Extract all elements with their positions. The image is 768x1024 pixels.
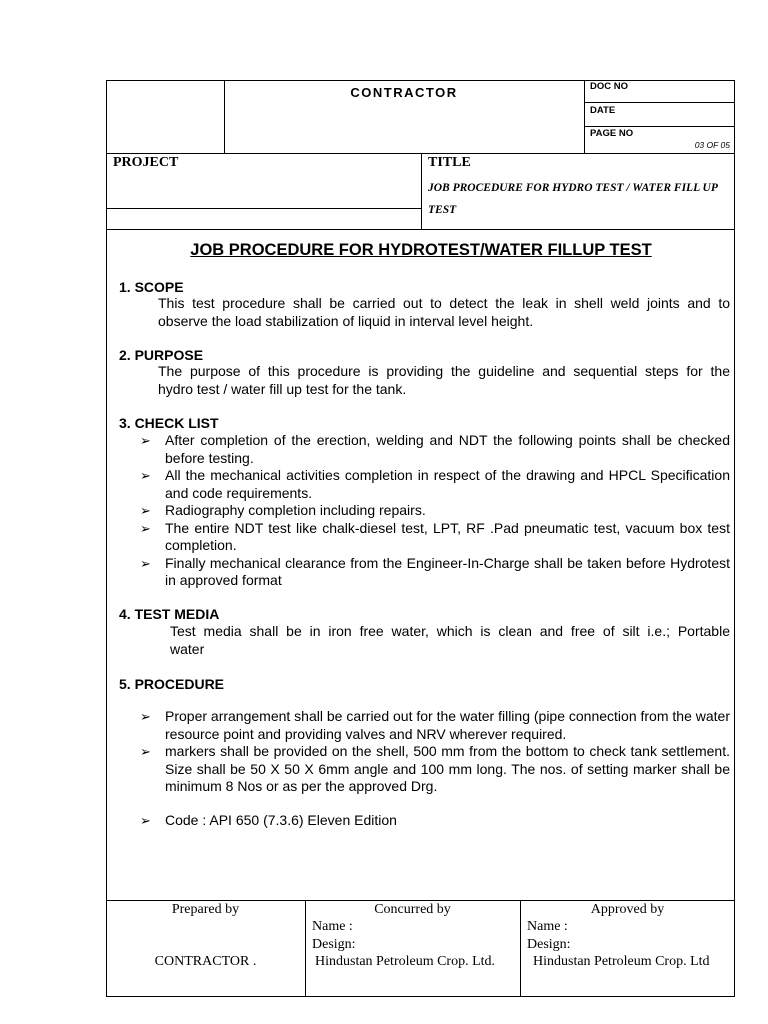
scope-line-1: This test procedure shall be carried out to detect the leak in shell weld joints and to xyxy=(158,295,730,311)
concurred-design-label: Design: xyxy=(312,937,356,952)
header-rule-1 xyxy=(584,102,735,103)
page-no-label: PAGE NO xyxy=(590,128,634,139)
checklist-item-text: The entire NDT test like chalk-diesel test, LPT, RF .Pad pneumatic test, vacuum box test completion. xyxy=(165,519,730,553)
approved-org: Hindustan Petroleum Crop. Ltd xyxy=(533,954,710,969)
title-label: TITLE xyxy=(428,155,471,170)
approved-design-label: Design: xyxy=(527,937,571,952)
concurred-by-heading: Concurred by xyxy=(374,902,451,917)
date-label: DATE xyxy=(590,105,616,116)
list-item xyxy=(140,467,730,502)
scope-text xyxy=(158,295,730,330)
arrow-bullet-icon: ➢ xyxy=(140,555,151,571)
contractor-heading: CONTRACTOR xyxy=(350,85,458,100)
purpose-line-2: hydro test / water fill up test for the tank. xyxy=(158,380,407,397)
prepared-by-heading: Prepared by xyxy=(171,902,240,917)
page-no-value: 03 OF 05 xyxy=(694,140,730,150)
test-media-line-2: water xyxy=(170,640,205,657)
list-item xyxy=(140,555,730,590)
checklist-item-text: Finally mechanical clearance from the Engineer-In-Charge shall be taken before Hydrotest in approved format xyxy=(165,554,730,588)
header-divider-right xyxy=(584,80,585,153)
arrow-bullet-icon: ➢ xyxy=(140,468,151,483)
test-media-text xyxy=(170,623,730,658)
header-rule-2 xyxy=(584,126,735,127)
checklist-heading: 3. CHECK LIST xyxy=(119,415,219,431)
prepared-by-org: CONTRACTOR . xyxy=(154,954,257,969)
purpose-text xyxy=(158,363,730,398)
scope-heading: 1. SCOPE xyxy=(119,279,184,295)
purpose-heading: 2. PURPOSE xyxy=(119,347,204,363)
project-label: PROJECT xyxy=(113,155,179,170)
list-item xyxy=(140,502,730,520)
purpose-line-1: The purpose of this procedure is providing the guideline and sequential steps for the xyxy=(158,363,730,379)
procedure-item-text: Proper arrangement shall be carried out for the water filling (pipe connection from the water resource point and providing valves and NRV wherever required. xyxy=(165,708,730,742)
arrow-bullet-icon: ➢ xyxy=(140,813,151,828)
list-item xyxy=(140,743,730,796)
arrow-bullet-icon: ➢ xyxy=(140,433,151,448)
project-rule xyxy=(106,208,421,209)
list-item xyxy=(140,708,730,743)
title-value: JOB PROCEDURE FOR HYDRO TEST / WATER FILL UP TEST xyxy=(428,182,718,216)
project-bottom-rule xyxy=(106,229,735,230)
document-title: JOB PROCEDURE FOR HYDROTEST/WATER FILLUP TEST xyxy=(190,241,652,259)
scope-line-2: observe the load stabilization of liquid in interval level height. xyxy=(158,312,534,329)
arrow-bullet-icon: ➢ xyxy=(140,520,151,536)
procedure-item-text: markers shall be provided on the shell, 500 mm from the bottom to check tank settlement. Size shall be 50 X 50 X 6mm angle and 100 mm long. The nos. of setting marker shall be minimum 8 Nos or as per the approved Drg. xyxy=(165,743,730,794)
approved-name-label: Name : xyxy=(527,919,568,934)
test-media-line-1: Test media shall be in iron free water, which is clean and free of silt i.e.; Portable xyxy=(170,623,730,639)
procedure-code-list xyxy=(140,812,730,830)
procedure-list xyxy=(140,708,730,796)
concurred-name-label: Name : xyxy=(312,919,353,934)
checklist-list xyxy=(140,432,730,590)
list-item xyxy=(140,812,730,830)
procedure-heading: 5. PROCEDURE xyxy=(119,676,225,692)
arrow-bullet-icon: ➢ xyxy=(140,503,151,518)
procedure-code-text: Code : API 650 (7.3.6) Eleven Edition xyxy=(165,812,397,828)
test-media-heading: 4. TEST MEDIA xyxy=(119,606,220,622)
list-item xyxy=(140,520,730,555)
concurred-org: Hindustan Petroleum Crop. Ltd. xyxy=(315,954,496,969)
doc-no-label: DOC NO xyxy=(590,81,628,92)
arrow-bullet-icon: ➢ xyxy=(140,744,151,759)
project-title-divider xyxy=(421,153,422,229)
checklist-item-text: Radiography completion including repairs. xyxy=(165,502,426,518)
list-item xyxy=(140,432,730,467)
approved-by-heading: Approved by xyxy=(590,902,665,917)
arrow-bullet-icon: ➢ xyxy=(140,709,151,724)
checklist-item-text: After completion of the erection, welding and NDT the following points shall be checked before testing. xyxy=(165,432,730,466)
checklist-item-text: All the mechanical activities completion in respect of the drawing and HPCL Specification and code requirements. xyxy=(165,467,730,501)
